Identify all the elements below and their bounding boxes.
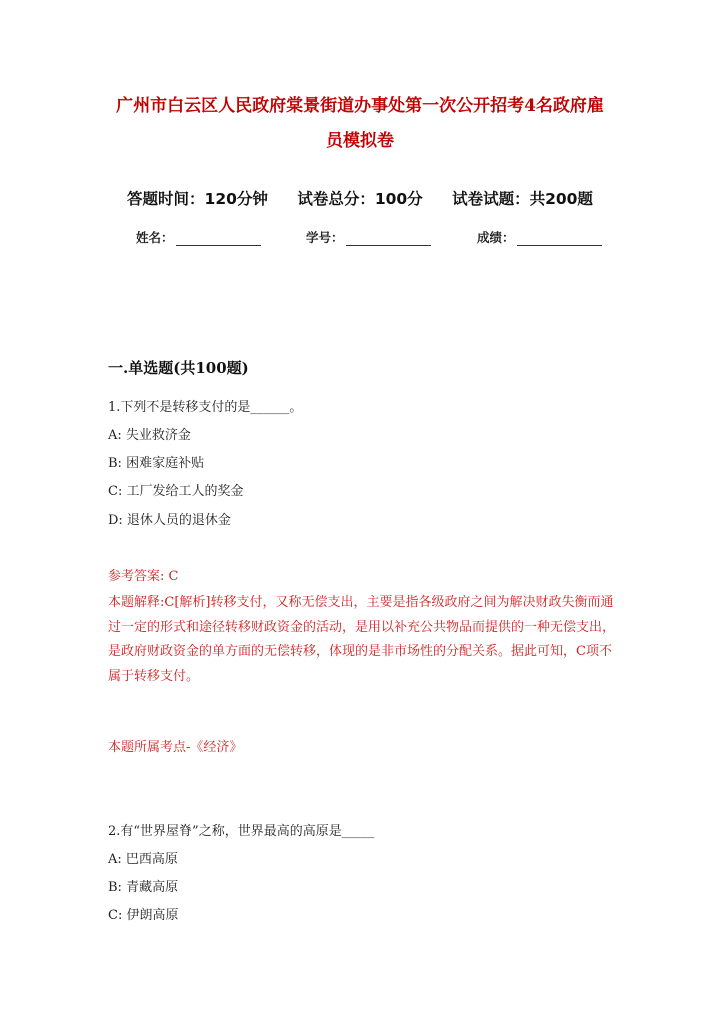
name-label: 姓名： — [136, 230, 174, 245]
exam-question-count: 试卷试题：共200题 — [452, 190, 593, 208]
question-1-answer: 参考答案: C — [108, 569, 179, 584]
score-blank-line[interactable] — [517, 231, 602, 246]
question-1-option-c: C: 工厂发给工人的奖金 — [108, 484, 244, 499]
question-1-topic: 本题所属考点-《经济》 — [108, 740, 243, 755]
exam-total-score: 试卷总分：100分 — [297, 190, 423, 208]
question-2-stem: 2.有“世界屋脊”之称，世界最高的高原是_____ — [108, 824, 375, 839]
name-blank-line[interactable] — [176, 231, 261, 246]
exam-title-line-1: 广州市白云区人民政府棠景街道办事处第一次公开招考4名政府雇 — [116, 96, 604, 116]
id-field — [306, 228, 431, 246]
question-1-option-a: A: 失业救济金 — [108, 428, 191, 443]
question-1-stem: 1.下列不是转移支付的是______。 — [108, 400, 303, 415]
score-label: 成绩： — [477, 230, 515, 245]
exam-title-line-2: 员模拟卷 — [326, 131, 394, 151]
question-2-option-b: B: 青藏高原 — [108, 880, 179, 895]
question-1-option-d: D: 退休人员的退休金 — [108, 513, 231, 528]
exam-time: 答题时间：120分钟 — [127, 190, 268, 208]
exam-meta-row — [0, 187, 720, 209]
id-blank-line[interactable] — [346, 231, 431, 246]
question-1-explanation: 本题解释:C[解析]转移支付，又称无偿支出，主要是指各级政府之间为解决财政失衡而通过一定的形式和途径转移财政资金的活动，是用以补充公共物品而提供的一种无偿支出，是政府财政资金的单方面的无偿转移，体现的是非市场性的分配关系。据此可知，C项不属于转移支付。 — [108, 595, 616, 684]
question-2-option-c: C: 伊朗高原 — [108, 908, 179, 923]
section-title: 一.单选题(共100题) — [108, 359, 249, 377]
score-field — [477, 228, 602, 246]
question-1-option-b: B: 困难家庭补贴 — [108, 456, 205, 471]
id-label: 学号： — [306, 230, 344, 245]
name-field — [136, 228, 261, 246]
question-2-option-a: A: 巴西高原 — [108, 852, 178, 867]
